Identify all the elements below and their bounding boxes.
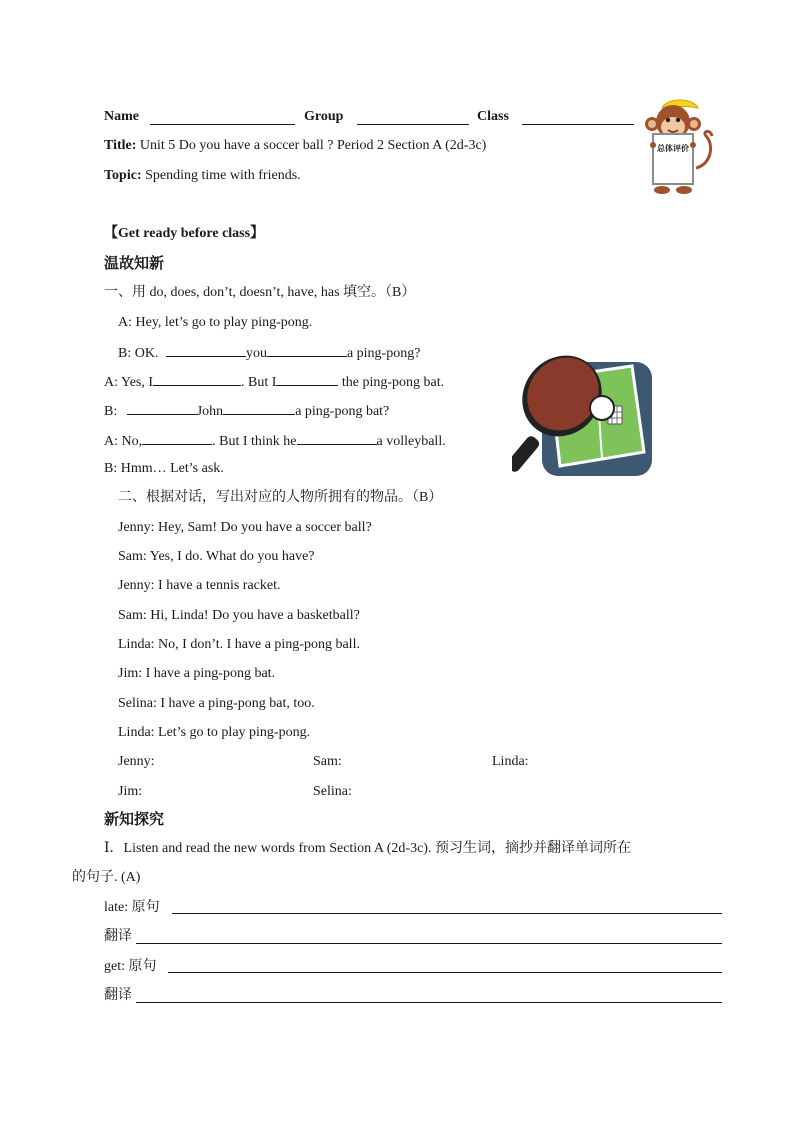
class-blank[interactable] [522,124,634,125]
task1-line-3: A: Yes, I . But I the ping-pong bat. [104,371,444,393]
fill-blank[interactable] [297,430,377,445]
fill-blank[interactable] [142,430,212,445]
task1-line-5: A: No, . But I think he a volleyball. [104,430,446,452]
row-label-late-translation: 翻译 [104,929,132,944]
dialogue-line: Jenny: Hey, Sam! Do you have a soccer ball? [118,520,372,535]
fill-blank[interactable] [166,342,246,357]
answer-line[interactable] [136,1002,722,1003]
answer-label-jenny: Jenny: [118,754,155,769]
section-heading-get-ready: 【Get ready before class】 [104,226,265,241]
ping-pong-illustration [512,348,656,478]
task1-line-2: B: OK. you a ping-pong? [118,342,420,364]
fill-blank[interactable] [276,371,338,386]
answer-label-linda: Linda: [492,754,529,769]
ping-pong-icon [512,348,656,478]
dialogue-line: Linda: No, I don’t. I have a ping-pong ball. [118,637,360,652]
monkey-evaluation-badge [640,98,720,198]
instruction-line-2: 的句子. (A) [72,870,141,885]
topic-line [104,166,301,186]
task1-line-4: B: John a ping-pong bat? [104,400,389,422]
dialogue-line: Selina: I have a ping-pong bat, too. [118,696,315,711]
class-label: Class [477,109,509,124]
task1-title: 一、用 do, does, don’t, doesn’t, have, has 填空。（B） [104,285,416,300]
dialogue-line: Sam: Hi, Linda! Do you have a basketball? [118,608,360,623]
group-label: Group [304,109,344,124]
group-blank[interactable] [357,124,469,125]
fill-blank[interactable] [223,400,295,415]
dialogue-line: Sam: Yes, I do. What do you have? [118,549,315,564]
task2-title: 二、根据对话，写出对应的人物所拥有的物品。（B） [118,490,443,505]
answer-line[interactable] [172,913,722,914]
fill-blank[interactable] [153,371,241,386]
topic-value: Spending time with friends. [145,168,301,183]
instruction-line-1: Ⅰ．Listen and read the new words from Section A (2d-3c). 预习生词，摘抄并翻译单词所在 [104,841,631,856]
answer-label-jim: Jim: [118,784,143,799]
task1-line-6: B: Hmm… Let’s ask. [104,461,224,476]
badge-text: 总体评价 [657,144,689,153]
fill-blank[interactable] [267,342,347,357]
task1-line-1: A: Hey, let’s go to play ping-pong. [118,315,313,330]
dialogue-line: Jim: I have a ping-pong bat. [118,666,276,681]
answer-label-sam: Sam: [313,754,342,769]
answer-line[interactable] [136,943,722,944]
section-heading-new-knowledge: 新知探究 [104,810,165,828]
subheading-review: 温故知新 [104,254,165,272]
row-label-late-original: late: 原句 [104,900,160,915]
name-blank[interactable] [150,124,295,125]
dialogue-line: Linda: Let’s go to play ping-pong. [118,725,311,740]
row-label-get-original: get: 原句 [104,959,157,974]
row-label-get-translation: 翻译 [104,988,132,1003]
title-line [104,136,486,156]
answer-label-selina: Selina: [313,784,352,799]
dialogue-line: Jenny: I have a tennis racket. [118,578,281,593]
topic-label: Topic: [104,168,142,183]
answer-line[interactable] [168,972,722,973]
title-value: Unit 5 Do you have a soccer ball ? Period 2 Section A (2d-3c) [139,138,487,153]
fill-blank[interactable] [127,400,197,415]
name-label: Name [104,109,139,124]
title-label: Title: [104,138,137,153]
